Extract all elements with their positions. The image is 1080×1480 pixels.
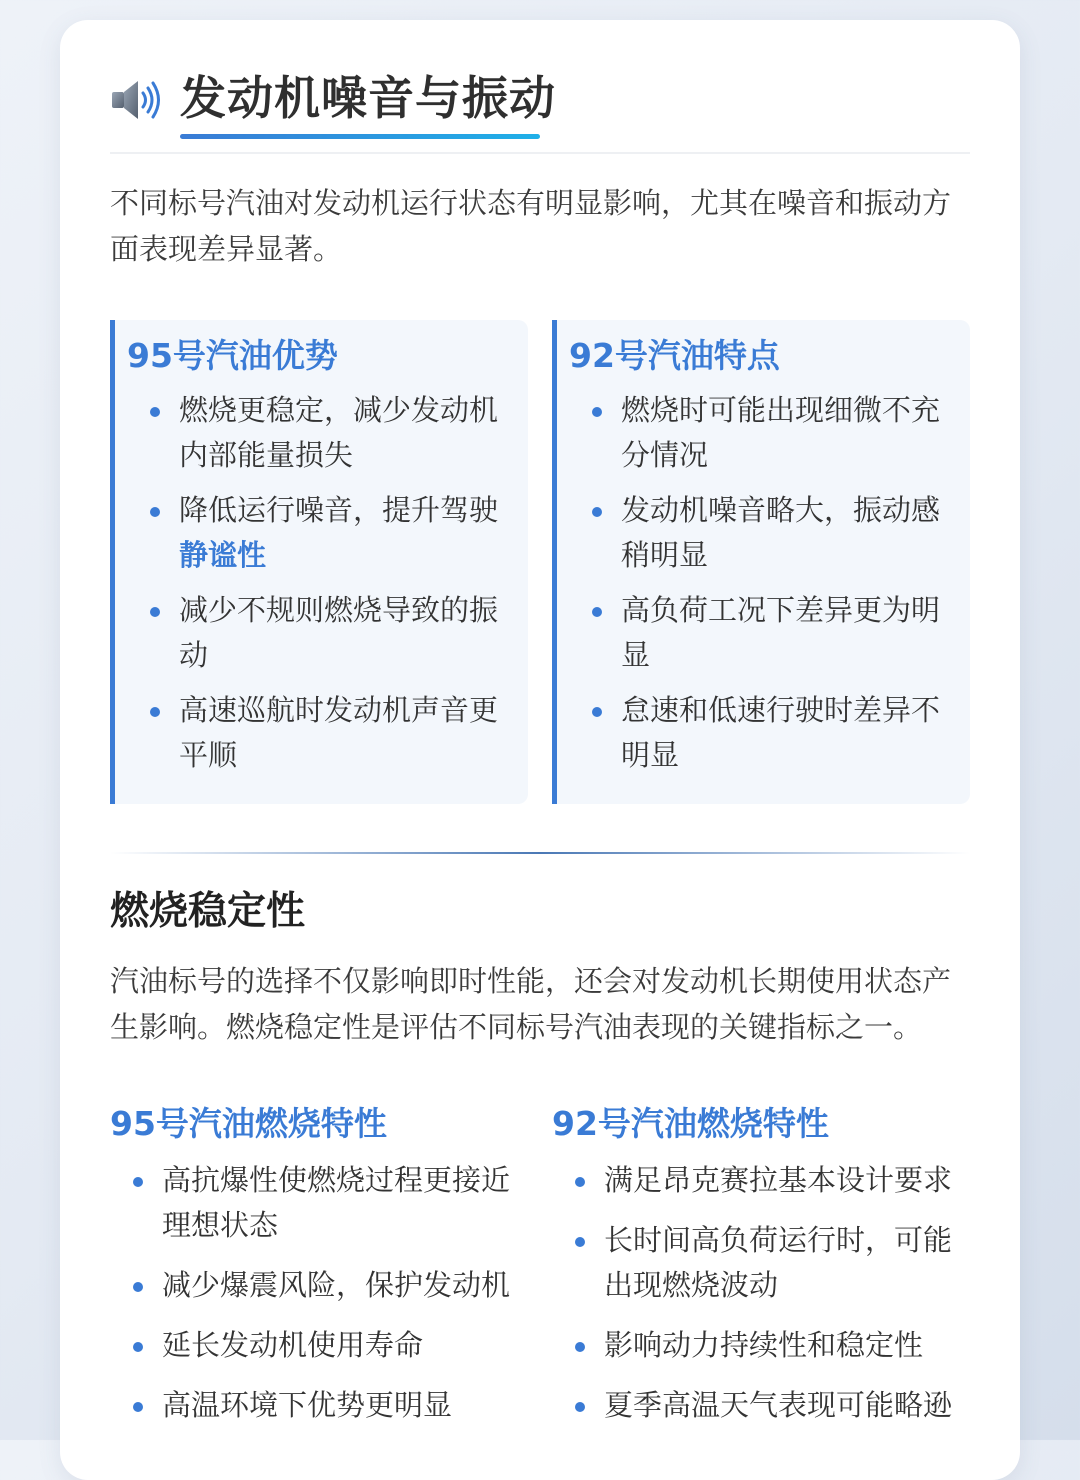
list-item: 高负荷工况下差异更为明显 xyxy=(569,588,952,678)
section-header xyxy=(110,20,970,154)
bullet-list xyxy=(110,1158,528,1428)
list-item: 夏季高温天气表现可能略逊 xyxy=(552,1383,970,1428)
section-title: 燃烧稳定性 xyxy=(110,889,306,934)
column-92-combustion xyxy=(552,1102,970,1443)
bullet-list xyxy=(127,388,510,778)
list-item: 满足昂克赛拉基本设计要求 xyxy=(552,1158,970,1203)
list-item: 燃烧时可能出现细微不充分情况 xyxy=(569,388,952,478)
list-item: 长时间高负荷运行时，可能出现燃烧波动 xyxy=(552,1218,970,1308)
panel-92-features xyxy=(552,320,970,804)
noise-comparison xyxy=(110,320,970,804)
content-card xyxy=(60,20,1020,1480)
highlight-text: 静谧性 xyxy=(179,538,267,572)
list-item: 延长发动机使用寿命 xyxy=(110,1323,528,1368)
list-item: 影响动力持续性和稳定性 xyxy=(552,1323,970,1368)
panel-title: 95号汽油优势 xyxy=(127,336,338,375)
section-divider xyxy=(110,852,970,854)
column-95-combustion xyxy=(110,1102,528,1443)
list-item: 发动机噪音略大，振动感稍明显 xyxy=(569,488,952,578)
list-item: 高温环境下优势更明显 xyxy=(110,1383,528,1428)
bullet-list xyxy=(552,1158,970,1428)
list-item: 减少不规则燃烧导致的振动 xyxy=(127,588,510,678)
page-title: 发动机噪音与振动 xyxy=(180,71,556,125)
column-title: 95号汽油燃烧特性 xyxy=(110,1104,387,1143)
column-title: 92号汽油燃烧特性 xyxy=(552,1104,829,1143)
intro-text: 不同标号汽油对发动机运行状态有明显影响，尤其在噪音和振动方面表现差异显著。 xyxy=(110,186,952,266)
bullet-list xyxy=(569,388,952,778)
list-item: 降低运行噪音，提升驾驶静谧性 xyxy=(127,488,510,578)
title-underline xyxy=(180,134,540,139)
combustion-comparison xyxy=(110,1102,970,1443)
list-item: 减少爆震风险，保护发动机 xyxy=(110,1263,528,1308)
list-item: 高抗爆性使燃烧过程更接近理想状态 xyxy=(110,1158,528,1248)
panel-title: 92号汽油特点 xyxy=(569,336,780,375)
section-text: 汽油标号的选择不仅影响即时性能，还会对发动机长期使用状态产生影响。燃烧稳定性是评估不同标号汽油表现的关键指标之一。 xyxy=(110,964,952,1044)
list-item: 燃烧更稳定，减少发动机内部能量损失 xyxy=(127,388,510,478)
list-item: 高速巡航时发动机声音更平顺 xyxy=(127,688,510,778)
speaker-icon xyxy=(110,76,162,124)
panel-95-advantages xyxy=(110,320,528,804)
list-item: 怠速和低速行驶时差异不明显 xyxy=(569,688,952,778)
